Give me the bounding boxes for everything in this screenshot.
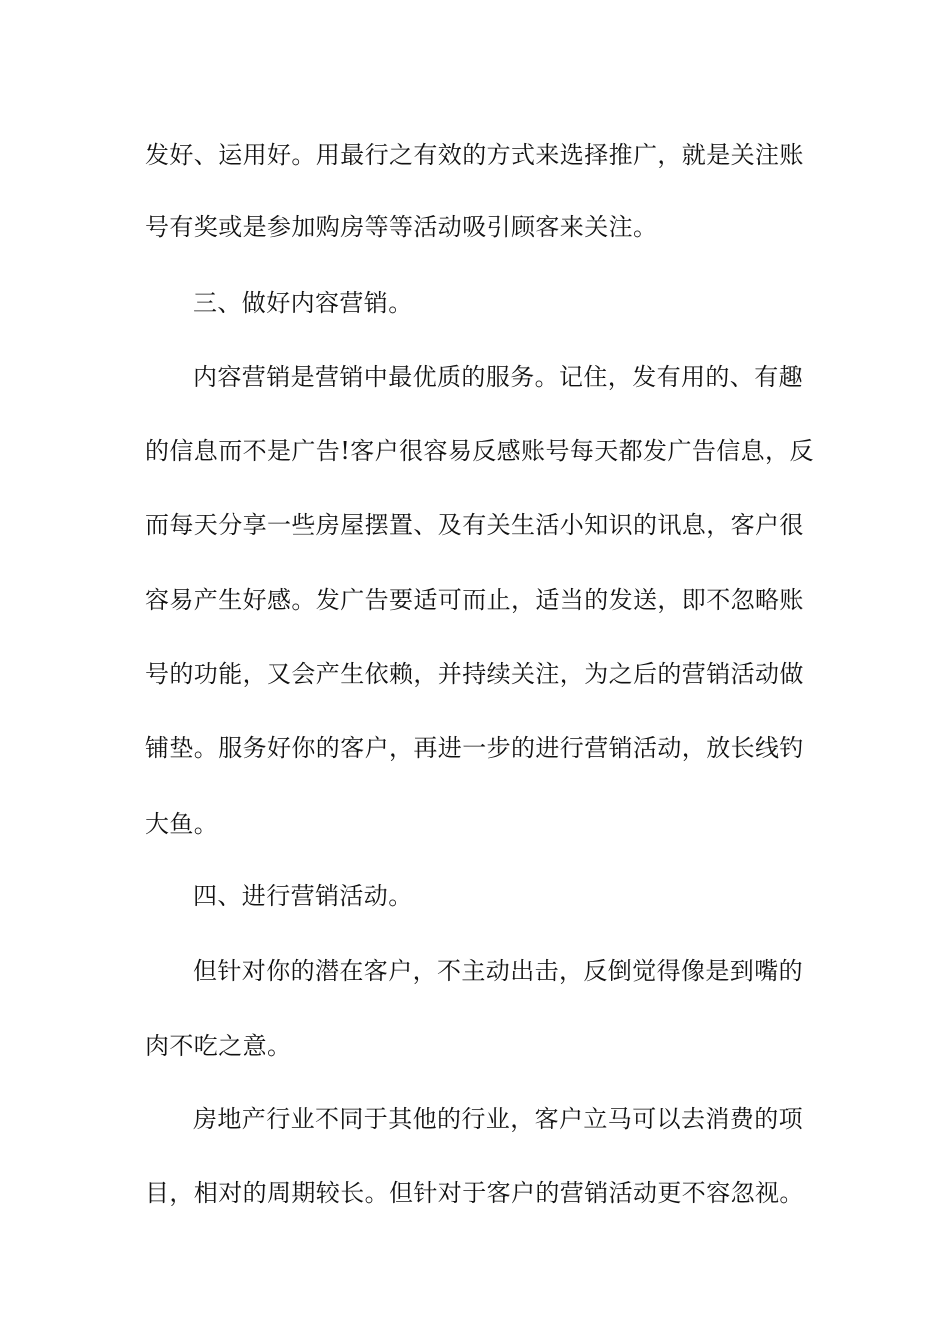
text-line: 容易产生好感。发广告要适可而止，适当的发送，即不忽略账 (145, 586, 804, 614)
text-line: 大鱼。 (145, 810, 219, 838)
text-line: 但针对你的潜在客户，不主动出击，反倒觉得像是到嘴的 (193, 957, 803, 985)
text-line: 而每天分享一些房屋摆置、及有关生活小知识的讯息，客户很 (145, 511, 804, 539)
text-line: 号的功能，又会产生依赖，并持续关注，为之后的营销活动做 (145, 660, 804, 688)
text-line: 肉不吃之意。 (145, 1032, 292, 1060)
text-line: 房地产行业不同于其他的行业，客户立马可以去消费的项 (193, 1105, 803, 1133)
text-line: 内容营销是营销中最优质的服务。记住，发有用的、有趣 (193, 363, 803, 391)
section-heading-3: 三、做好内容营销。 (193, 289, 413, 317)
text-line: 目，相对的周期较长。但针对于客户的营销活动更不容忽视。 (145, 1179, 804, 1207)
text-line: 铺垫。服务好你的客户，再进一步的进行营销活动，放长线钓 (145, 734, 804, 762)
text-line: 的信息而不是广告!客户很容易反感账号每天都发广告信息，反 (145, 437, 814, 465)
text-line: 号有奖或是参加购房等等活动吸引顾客来关注。 (145, 213, 658, 241)
section-heading-4: 四、进行营销活动。 (193, 882, 413, 910)
text-line: 发好、运用好。用最行之有效的方式来选择推广，就是关注账 (145, 141, 804, 169)
